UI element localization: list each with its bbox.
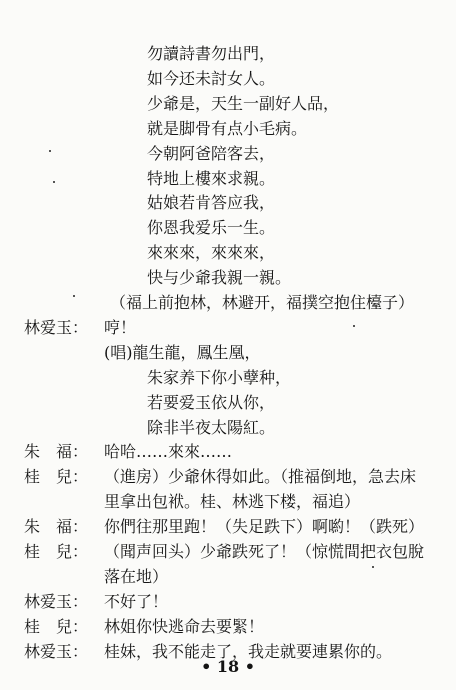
speaker-label-lin: 林爱玉： (24, 591, 89, 611)
verse-line: (唱)龍生龍，鳳生凰， (104, 342, 261, 362)
speaker-label-lin: 林爱玉： (24, 317, 89, 337)
print-speck (49, 150, 51, 152)
verse-line: 今朝阿爸陪客去， (147, 143, 276, 163)
verse-line: 少爺是，天生一副好人品， (147, 93, 340, 113)
verse-line: 朱家养下你小孽种， (147, 367, 292, 387)
stage-direction: （福上前抱林，林避开，福撲空抱住檯子） (110, 293, 415, 312)
print-speck (353, 325, 355, 327)
print-speck (53, 181, 55, 183)
speaker-label-gui: 桂 兒： (24, 467, 89, 487)
verse-line: 如今还未討女人。 (147, 68, 276, 88)
print-speck (73, 295, 75, 297)
speaker-label-zhu: 朱 福： (24, 442, 89, 462)
speaker-label-gui: 桂 兒： (24, 616, 89, 636)
verse-line: 除非半夜太陽紅。 (147, 417, 276, 437)
dialogue-line: （進房）少爺休得如此。（推福倒地，急去床 (104, 467, 417, 487)
dialogue-line: 桂妹，我不能走了，我走就要連累你的。 (104, 641, 393, 661)
verse-line: 你恩我爱乐一生。 (147, 218, 276, 238)
dialogue-line: 林姐你快逃命去要緊！ (104, 616, 265, 636)
verse-line: 來來來，來來來， (147, 243, 276, 263)
verse-line: 姑娘若肯答应我， (147, 193, 276, 213)
print-speck (372, 566, 374, 568)
speaker-label-gui: 桂 兒： (24, 542, 89, 561)
dialogue-line: 哈哈……來來…… (104, 442, 233, 462)
dialogue-line: 不好了！ (104, 591, 169, 611)
dialogue-line: 哼！ (104, 317, 137, 337)
verse-line: 就是脚骨有点小毛病。 (147, 118, 308, 138)
verse-line: 快与少爺我親一親。 (147, 268, 292, 288)
dialogue-line: 你們往那里跑！（失足跌下）啊喲！（跌死） (104, 517, 425, 537)
speaker-label-zhu: 朱 福： (24, 517, 89, 537)
page-number: • 18 • (201, 657, 255, 676)
verse-line: 若要爱玉依从你， (147, 392, 276, 412)
verse-line: 特地上樓來求親。 (147, 168, 276, 188)
dialogue-line: 里拿出包袱。桂、林逃下楼，福追） (104, 492, 361, 512)
speaker-label-lin: 林爱玉： (24, 641, 89, 661)
verse-line: 勿讀詩書勿出門， (147, 44, 276, 63)
dialogue-line: （聞声回头）少爺跌死了！（惊慌間把衣包脫 (104, 542, 425, 561)
dialogue-line: 落在地） (104, 566, 169, 586)
